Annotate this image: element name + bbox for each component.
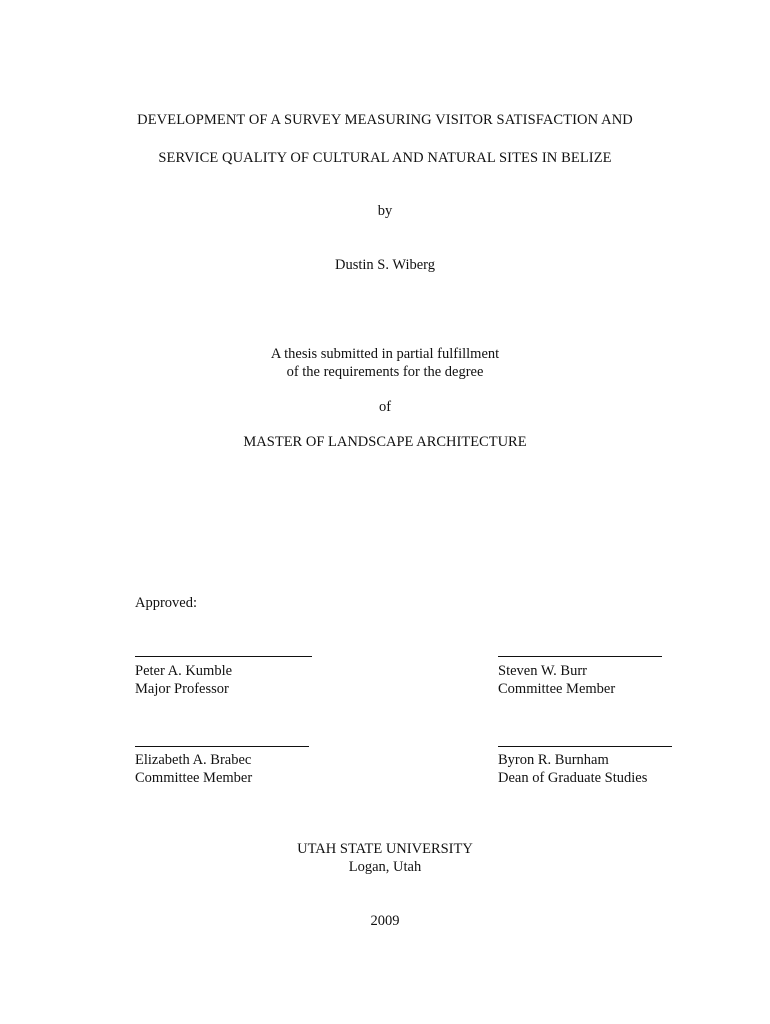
by-label: by — [377, 203, 393, 219]
signature-line-3 — [135, 746, 309, 747]
thesis-title-line-2: SERVICE QUALITY OF CULTURAL AND NATURAL SITES IN BELIZE — [158, 150, 612, 166]
institution-location: Logan, Utah — [348, 859, 422, 875]
thesis-title-line-1: DEVELOPMENT OF A SURVEY MEASURING VISITOR SATISFACTION AND — [137, 112, 633, 128]
signature-line-2 — [498, 656, 662, 657]
signatory-role-2: Committee Member — [498, 681, 616, 697]
degree-name: MASTER OF LANDSCAPE ARCHITECTURE — [243, 434, 527, 450]
signatory-role-3: Committee Member — [135, 770, 253, 786]
signature-line-1 — [135, 656, 312, 657]
signatory-role-4: Dean of Graduate Studies — [498, 770, 648, 786]
of-label: of — [378, 399, 392, 415]
signatory-role-1: Major Professor — [135, 681, 229, 697]
signatory-name-2: Steven W. Burr — [498, 663, 588, 679]
author-name: Dustin S. Wiberg — [335, 257, 435, 273]
signatory-name-4: Byron R. Burnham — [498, 752, 609, 768]
submission-statement-line-1: A thesis submitted in partial fulfillment — [270, 346, 500, 362]
signature-line-4 — [498, 746, 672, 747]
submission-statement-line-2: of the requirements for the degree — [286, 364, 484, 380]
signatory-name-3: Elizabeth A. Brabec — [135, 752, 252, 768]
approved-label: Approved: — [135, 595, 198, 611]
institution-name: UTAH STATE UNIVERSITY — [297, 841, 473, 857]
publication-year: 2009 — [370, 913, 400, 929]
signatory-name-1: Peter A. Kumble — [135, 663, 233, 679]
